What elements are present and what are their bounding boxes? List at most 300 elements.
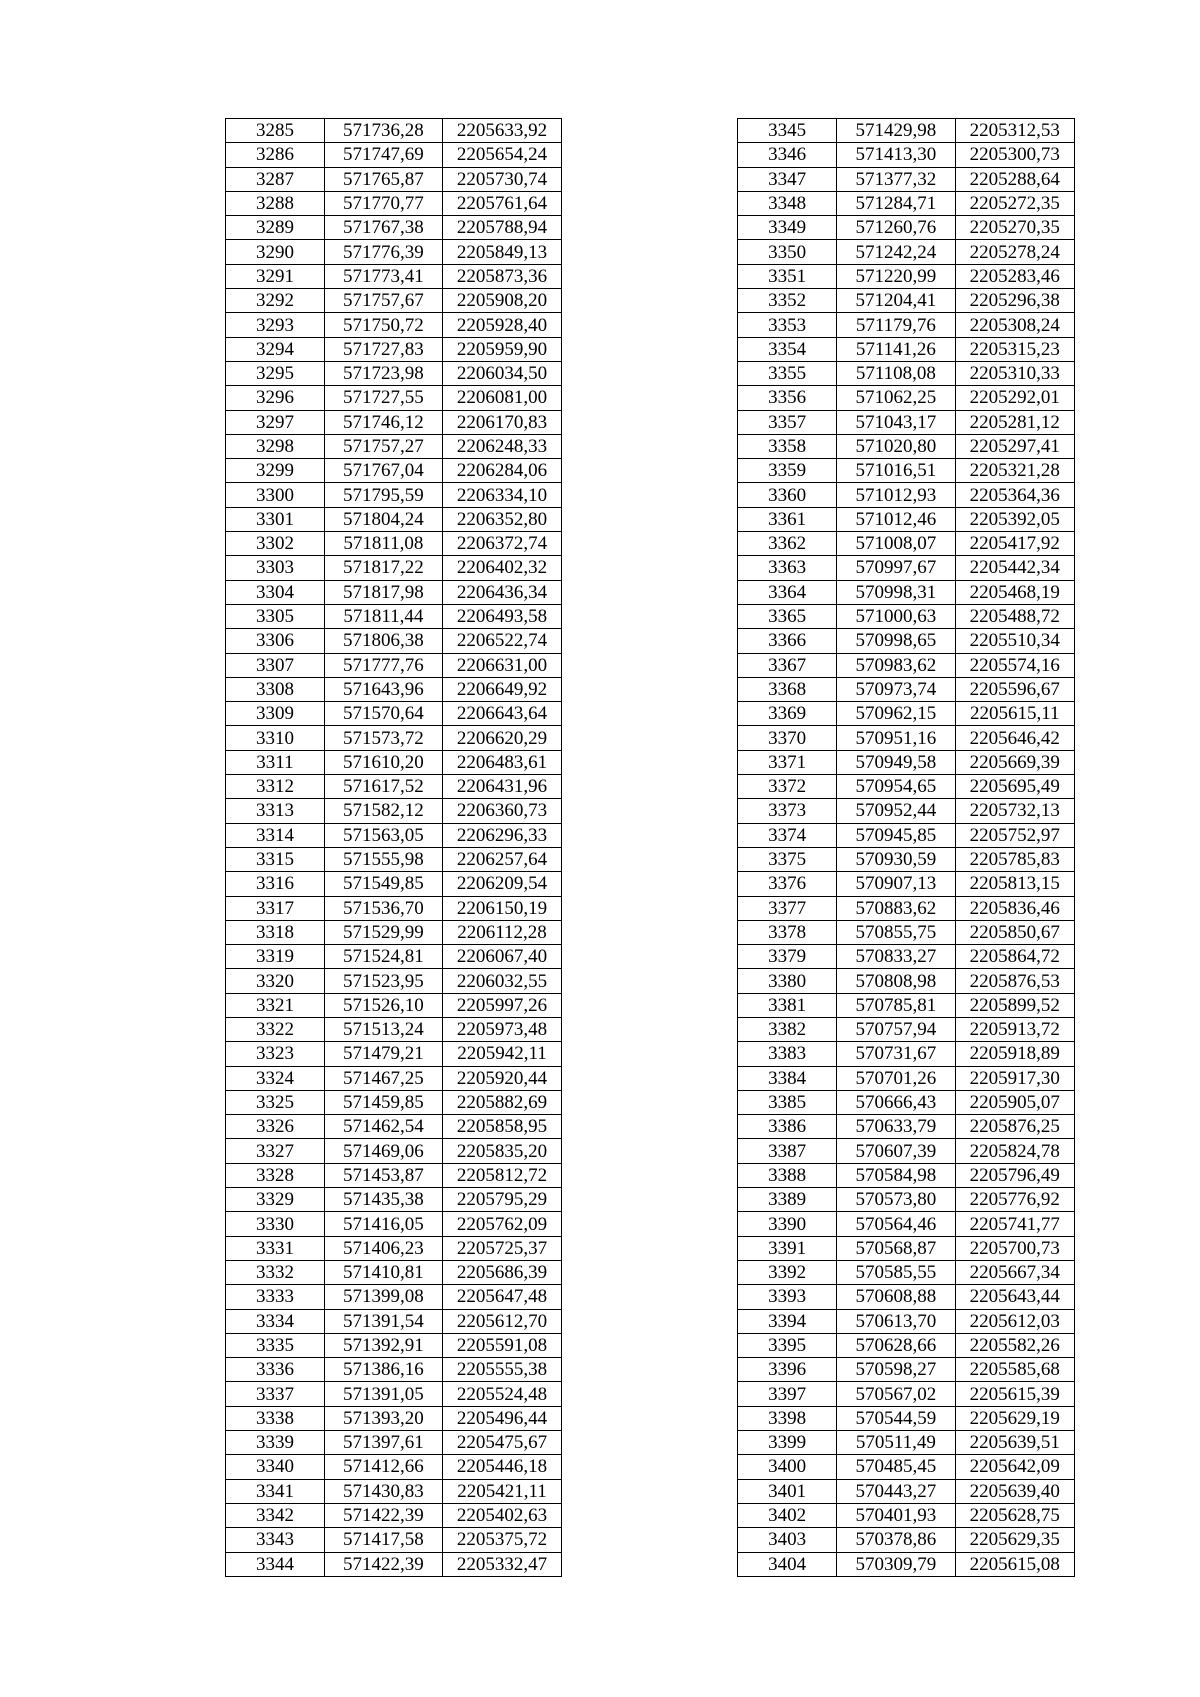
x-coordinate-cell: 571767,38 <box>324 216 442 240</box>
table-row <box>226 216 562 240</box>
y-coordinate-cell: 2205510,34 <box>955 629 1074 653</box>
x-coordinate-cell: 571406,23 <box>324 1236 442 1260</box>
point-number-cell: 3310 <box>226 726 325 750</box>
y-coordinate-cell: 2205824,78 <box>955 1139 1074 1163</box>
point-number-cell: 3367 <box>738 653 837 677</box>
y-coordinate-cell: 2205795,29 <box>442 1188 561 1212</box>
x-coordinate-cell: 571062,25 <box>837 386 955 410</box>
table-row <box>226 1358 562 1382</box>
table-row <box>226 410 562 434</box>
point-number-cell: 3351 <box>738 264 837 288</box>
table-row <box>226 1066 562 1090</box>
point-number-cell: 3365 <box>738 604 837 628</box>
point-number-cell: 3304 <box>226 580 325 604</box>
x-coordinate-cell: 571462,54 <box>324 1115 442 1139</box>
x-coordinate-cell: 571804,24 <box>324 507 442 531</box>
x-coordinate-cell: 571141,26 <box>837 337 955 361</box>
y-coordinate-cell: 2205725,37 <box>442 1236 561 1260</box>
y-coordinate-cell: 2205468,19 <box>955 580 1074 604</box>
point-number-cell: 3346 <box>738 143 837 167</box>
table-row <box>226 240 562 264</box>
table-row <box>738 993 1075 1017</box>
x-coordinate-cell: 571617,52 <box>324 775 442 799</box>
table-row <box>738 167 1075 191</box>
point-number-cell: 3393 <box>738 1285 837 1309</box>
x-coordinate-cell: 571513,24 <box>324 1017 442 1041</box>
table-row <box>738 1552 1075 1576</box>
table-row <box>738 945 1075 969</box>
point-number-cell: 3336 <box>226 1358 325 1382</box>
x-coordinate-cell: 570983,62 <box>837 653 955 677</box>
point-number-cell: 3288 <box>226 191 325 215</box>
x-coordinate-cell: 571416,05 <box>324 1212 442 1236</box>
x-coordinate-cell: 571469,06 <box>324 1139 442 1163</box>
point-number-cell: 3312 <box>226 775 325 799</box>
point-number-cell: 3394 <box>738 1309 837 1333</box>
point-number-cell: 3341 <box>226 1479 325 1503</box>
y-coordinate-cell: 2206032,55 <box>442 969 561 993</box>
y-coordinate-cell: 2206522,74 <box>442 629 561 653</box>
y-coordinate-cell: 2205654,24 <box>442 143 561 167</box>
x-coordinate-cell: 571467,25 <box>324 1066 442 1090</box>
x-coordinate-cell: 571777,76 <box>324 653 442 677</box>
table-row <box>226 969 562 993</box>
y-coordinate-cell: 2205300,73 <box>955 143 1074 167</box>
x-coordinate-cell: 570628,66 <box>837 1333 955 1357</box>
table-row <box>738 483 1075 507</box>
point-number-cell: 3391 <box>738 1236 837 1260</box>
point-number-cell: 3317 <box>226 896 325 920</box>
x-coordinate-cell: 570907,13 <box>837 872 955 896</box>
y-coordinate-cell: 2205315,23 <box>955 337 1074 361</box>
y-coordinate-cell: 2206402,32 <box>442 556 561 580</box>
point-number-cell: 3361 <box>738 507 837 531</box>
y-coordinate-cell: 2205873,36 <box>442 264 561 288</box>
table-row <box>738 1358 1075 1382</box>
y-coordinate-cell: 2205761,64 <box>442 191 561 215</box>
y-coordinate-cell: 2205864,72 <box>955 945 1074 969</box>
table-row <box>226 361 562 385</box>
x-coordinate-cell: 570608,88 <box>837 1285 955 1309</box>
y-coordinate-cell: 2205812,72 <box>442 1163 561 1187</box>
table-row <box>738 143 1075 167</box>
point-number-cell: 3321 <box>226 993 325 1017</box>
table-row <box>226 1236 562 1260</box>
point-number-cell: 3371 <box>738 750 837 774</box>
x-coordinate-cell: 571012,46 <box>837 507 955 531</box>
table-row <box>226 775 562 799</box>
table-row <box>738 823 1075 847</box>
x-coordinate-cell: 571526,10 <box>324 993 442 1017</box>
table-row <box>226 264 562 288</box>
x-coordinate-cell: 570785,81 <box>837 993 955 1017</box>
point-number-cell: 3316 <box>226 872 325 896</box>
x-coordinate-cell: 571386,16 <box>324 1358 442 1382</box>
y-coordinate-cell: 2205849,13 <box>442 240 561 264</box>
x-coordinate-cell: 570511,49 <box>837 1431 955 1455</box>
table-row <box>226 1431 562 1455</box>
point-number-cell: 3319 <box>226 945 325 969</box>
point-number-cell: 3370 <box>738 726 837 750</box>
point-number-cell: 3399 <box>738 1431 837 1455</box>
y-coordinate-cell: 2205920,44 <box>442 1066 561 1090</box>
point-number-cell: 3383 <box>738 1042 837 1066</box>
x-coordinate-cell: 570951,16 <box>837 726 955 750</box>
y-coordinate-cell: 2205585,68 <box>955 1358 1074 1382</box>
x-coordinate-cell: 570701,26 <box>837 1066 955 1090</box>
x-coordinate-cell: 571806,38 <box>324 629 442 653</box>
x-coordinate-cell: 571817,98 <box>324 580 442 604</box>
x-coordinate-cell: 570757,94 <box>837 1017 955 1041</box>
point-number-cell: 3296 <box>226 386 325 410</box>
point-number-cell: 3289 <box>226 216 325 240</box>
x-coordinate-cell: 571391,54 <box>324 1309 442 1333</box>
point-number-cell: 3322 <box>226 1017 325 1041</box>
y-coordinate-cell: 2206649,92 <box>442 677 561 701</box>
x-coordinate-cell: 571000,63 <box>837 604 955 628</box>
x-coordinate-cell: 570443,27 <box>837 1479 955 1503</box>
point-number-cell: 3307 <box>226 653 325 677</box>
point-number-cell: 3298 <box>226 434 325 458</box>
y-coordinate-cell: 2206284,06 <box>442 459 561 483</box>
x-coordinate-cell: 571204,41 <box>837 289 955 313</box>
table-row <box>738 119 1075 143</box>
x-coordinate-cell: 570401,93 <box>837 1503 955 1527</box>
table-row <box>226 750 562 774</box>
point-number-cell: 3333 <box>226 1285 325 1309</box>
x-coordinate-cell: 571422,39 <box>324 1552 442 1576</box>
x-coordinate-cell: 571179,76 <box>837 313 955 337</box>
point-number-cell: 3375 <box>738 847 837 871</box>
coordinates-table-left <box>225 118 562 1577</box>
point-number-cell: 3397 <box>738 1382 837 1406</box>
x-coordinate-cell: 570998,31 <box>837 580 955 604</box>
point-number-cell: 3308 <box>226 677 325 701</box>
point-number-cell: 3292 <box>226 289 325 313</box>
x-coordinate-cell: 570855,75 <box>837 920 955 944</box>
x-coordinate-cell: 570485,45 <box>837 1455 955 1479</box>
point-number-cell: 3360 <box>738 483 837 507</box>
table-row <box>226 507 562 531</box>
table-row <box>738 264 1075 288</box>
table-row <box>738 1066 1075 1090</box>
table-row <box>738 1503 1075 1527</box>
table-row <box>738 361 1075 385</box>
x-coordinate-cell: 570607,39 <box>837 1139 955 1163</box>
y-coordinate-cell: 2205321,28 <box>955 459 1074 483</box>
point-number-cell: 3293 <box>226 313 325 337</box>
point-number-cell: 3401 <box>738 1479 837 1503</box>
table-row <box>738 289 1075 313</box>
y-coordinate-cell: 2206436,34 <box>442 580 561 604</box>
table-row <box>738 726 1075 750</box>
y-coordinate-cell: 2205905,07 <box>955 1090 1074 1114</box>
point-number-cell: 3285 <box>226 119 325 143</box>
y-coordinate-cell: 2205732,13 <box>955 799 1074 823</box>
table-row <box>738 434 1075 458</box>
y-coordinate-cell: 2206352,80 <box>442 507 561 531</box>
y-coordinate-cell: 2205850,67 <box>955 920 1074 944</box>
table-row <box>226 167 562 191</box>
x-coordinate-cell: 571429,98 <box>837 119 955 143</box>
point-number-cell: 3387 <box>738 1139 837 1163</box>
y-coordinate-cell: 2205741,77 <box>955 1212 1074 1236</box>
x-coordinate-cell: 571643,96 <box>324 677 442 701</box>
table-row <box>226 119 562 143</box>
y-coordinate-cell: 2206257,64 <box>442 847 561 871</box>
table-row <box>226 1188 562 1212</box>
x-coordinate-cell: 570930,59 <box>837 847 955 871</box>
y-coordinate-cell: 2205788,94 <box>442 216 561 240</box>
table-row <box>738 969 1075 993</box>
table-row <box>738 532 1075 556</box>
y-coordinate-cell: 2205615,08 <box>955 1552 1074 1576</box>
x-coordinate-cell: 571795,59 <box>324 483 442 507</box>
point-number-cell: 3356 <box>738 386 837 410</box>
y-coordinate-cell: 2205615,39 <box>955 1382 1074 1406</box>
point-number-cell: 3392 <box>738 1260 837 1284</box>
x-coordinate-cell: 570309,79 <box>837 1552 955 1576</box>
point-number-cell: 3377 <box>738 896 837 920</box>
point-number-cell: 3303 <box>226 556 325 580</box>
table-row <box>226 580 562 604</box>
table-row <box>738 1431 1075 1455</box>
table-row <box>738 1163 1075 1187</box>
point-number-cell: 3376 <box>738 872 837 896</box>
point-number-cell: 3334 <box>226 1309 325 1333</box>
table-row <box>226 702 562 726</box>
x-coordinate-cell: 571817,22 <box>324 556 442 580</box>
x-coordinate-cell: 571776,39 <box>324 240 442 264</box>
y-coordinate-cell: 2205375,72 <box>442 1528 561 1552</box>
x-coordinate-cell: 570585,55 <box>837 1260 955 1284</box>
table-row <box>738 1455 1075 1479</box>
y-coordinate-cell: 2205639,40 <box>955 1479 1074 1503</box>
point-number-cell: 3326 <box>226 1115 325 1139</box>
y-coordinate-cell: 2205973,48 <box>442 1017 561 1041</box>
x-coordinate-cell: 571555,98 <box>324 847 442 871</box>
x-coordinate-cell: 571397,61 <box>324 1431 442 1455</box>
x-coordinate-cell: 571479,21 <box>324 1042 442 1066</box>
point-number-cell: 3323 <box>226 1042 325 1066</box>
y-coordinate-cell: 2205776,92 <box>955 1188 1074 1212</box>
x-coordinate-cell: 570633,79 <box>837 1115 955 1139</box>
table-row <box>226 434 562 458</box>
point-number-cell: 3398 <box>738 1406 837 1430</box>
y-coordinate-cell: 2205796,49 <box>955 1163 1074 1187</box>
x-coordinate-cell: 571435,38 <box>324 1188 442 1212</box>
table-row <box>738 580 1075 604</box>
point-number-cell: 3320 <box>226 969 325 993</box>
y-coordinate-cell: 2205524,48 <box>442 1382 561 1406</box>
point-number-cell: 3355 <box>738 361 837 385</box>
y-coordinate-cell: 2205292,01 <box>955 386 1074 410</box>
point-number-cell: 3382 <box>738 1017 837 1041</box>
x-coordinate-cell: 570998,65 <box>837 629 955 653</box>
table-row <box>738 1260 1075 1284</box>
x-coordinate-cell: 571723,98 <box>324 361 442 385</box>
y-coordinate-cell: 2205296,38 <box>955 289 1074 313</box>
table-row <box>738 677 1075 701</box>
point-number-cell: 3324 <box>226 1066 325 1090</box>
y-coordinate-cell: 2205417,92 <box>955 532 1074 556</box>
y-coordinate-cell: 2205574,16 <box>955 653 1074 677</box>
point-number-cell: 3290 <box>226 240 325 264</box>
point-number-cell: 3331 <box>226 1236 325 1260</box>
y-coordinate-cell: 2205272,35 <box>955 191 1074 215</box>
table-row <box>738 556 1075 580</box>
y-coordinate-cell: 2205997,26 <box>442 993 561 1017</box>
y-coordinate-cell: 2205667,34 <box>955 1260 1074 1284</box>
table-row <box>738 604 1075 628</box>
y-coordinate-cell: 2205555,38 <box>442 1358 561 1382</box>
table-row <box>226 1382 562 1406</box>
y-coordinate-cell: 2206643,64 <box>442 702 561 726</box>
point-number-cell: 3384 <box>738 1066 837 1090</box>
table-row <box>226 143 562 167</box>
y-coordinate-cell: 2205858,95 <box>442 1115 561 1139</box>
y-coordinate-cell: 2206631,00 <box>442 653 561 677</box>
x-coordinate-cell: 571417,58 <box>324 1528 442 1552</box>
table-row <box>226 896 562 920</box>
y-coordinate-cell: 2205730,74 <box>442 167 561 191</box>
table-row <box>226 191 562 215</box>
table-row <box>738 410 1075 434</box>
x-coordinate-cell: 570945,85 <box>837 823 955 847</box>
table-row <box>226 1017 562 1041</box>
table-row <box>738 1528 1075 1552</box>
x-coordinate-cell: 571422,39 <box>324 1503 442 1527</box>
x-coordinate-cell: 571012,93 <box>837 483 955 507</box>
table-row <box>226 337 562 361</box>
table-row <box>226 1455 562 1479</box>
x-coordinate-cell: 571524,81 <box>324 945 442 969</box>
point-number-cell: 3337 <box>226 1382 325 1406</box>
x-coordinate-cell: 571391,05 <box>324 1382 442 1406</box>
table-row <box>738 1236 1075 1260</box>
table-row <box>738 313 1075 337</box>
point-number-cell: 3390 <box>738 1212 837 1236</box>
table-row <box>738 1188 1075 1212</box>
table-row <box>226 556 562 580</box>
y-coordinate-cell: 2205629,19 <box>955 1406 1074 1430</box>
x-coordinate-cell: 571284,71 <box>837 191 955 215</box>
x-coordinate-cell: 571008,07 <box>837 532 955 556</box>
table-row <box>738 702 1075 726</box>
table-row <box>226 1090 562 1114</box>
y-coordinate-cell: 2205446,18 <box>442 1455 561 1479</box>
y-coordinate-cell: 2205496,44 <box>442 1406 561 1430</box>
y-coordinate-cell: 2205882,69 <box>442 1090 561 1114</box>
x-coordinate-cell: 571260,76 <box>837 216 955 240</box>
table-row <box>738 1309 1075 1333</box>
table-row <box>738 799 1075 823</box>
point-number-cell: 3354 <box>738 337 837 361</box>
point-number-cell: 3359 <box>738 459 837 483</box>
table-row <box>226 1212 562 1236</box>
y-coordinate-cell: 2205364,36 <box>955 483 1074 507</box>
point-number-cell: 3314 <box>226 823 325 847</box>
table-row <box>738 920 1075 944</box>
x-coordinate-cell: 571573,72 <box>324 726 442 750</box>
point-number-cell: 3349 <box>738 216 837 240</box>
y-coordinate-cell: 2205700,73 <box>955 1236 1074 1260</box>
table-row <box>226 1309 562 1333</box>
point-number-cell: 3330 <box>226 1212 325 1236</box>
y-coordinate-cell: 2205281,12 <box>955 410 1074 434</box>
y-coordinate-cell: 2205278,24 <box>955 240 1074 264</box>
point-number-cell: 3380 <box>738 969 837 993</box>
point-number-cell: 3301 <box>226 507 325 531</box>
point-number-cell: 3311 <box>226 750 325 774</box>
y-coordinate-cell: 2205633,92 <box>442 119 561 143</box>
y-coordinate-cell: 2205959,90 <box>442 337 561 361</box>
y-coordinate-cell: 2205835,20 <box>442 1139 561 1163</box>
x-coordinate-cell: 571410,81 <box>324 1260 442 1284</box>
x-coordinate-cell: 570833,27 <box>837 945 955 969</box>
point-number-cell: 3386 <box>738 1115 837 1139</box>
x-coordinate-cell: 571610,20 <box>324 750 442 774</box>
x-coordinate-cell: 571757,27 <box>324 434 442 458</box>
table-row <box>226 629 562 653</box>
point-number-cell: 3395 <box>738 1333 837 1357</box>
y-coordinate-cell: 2205836,46 <box>955 896 1074 920</box>
y-coordinate-cell: 2205312,53 <box>955 119 1074 143</box>
table-row <box>226 653 562 677</box>
table-row <box>738 896 1075 920</box>
point-number-cell: 3402 <box>738 1503 837 1527</box>
x-coordinate-cell: 571412,66 <box>324 1455 442 1479</box>
x-coordinate-cell: 571549,85 <box>324 872 442 896</box>
x-coordinate-cell: 570613,70 <box>837 1309 955 1333</box>
point-number-cell: 3381 <box>738 993 837 1017</box>
y-coordinate-cell: 2205942,11 <box>442 1042 561 1066</box>
x-coordinate-cell: 571242,24 <box>837 240 955 264</box>
x-coordinate-cell: 571563,05 <box>324 823 442 847</box>
table-row <box>226 1552 562 1576</box>
table-row <box>226 823 562 847</box>
table-row <box>226 1333 562 1357</box>
x-coordinate-cell: 570573,80 <box>837 1188 955 1212</box>
point-number-cell: 3388 <box>738 1163 837 1187</box>
point-number-cell: 3379 <box>738 945 837 969</box>
point-number-cell: 3396 <box>738 1358 837 1382</box>
point-number-cell: 3309 <box>226 702 325 726</box>
point-number-cell: 3318 <box>226 920 325 944</box>
y-coordinate-cell: 2206112,28 <box>442 920 561 944</box>
x-coordinate-cell: 570598,27 <box>837 1358 955 1382</box>
y-coordinate-cell: 2205475,67 <box>442 1431 561 1455</box>
y-coordinate-cell: 2205629,35 <box>955 1528 1074 1552</box>
y-coordinate-cell: 2206431,96 <box>442 775 561 799</box>
y-coordinate-cell: 2205488,72 <box>955 604 1074 628</box>
point-number-cell: 3362 <box>738 532 837 556</box>
point-number-cell: 3404 <box>738 1552 837 1576</box>
point-number-cell: 3294 <box>226 337 325 361</box>
y-coordinate-cell: 2206034,50 <box>442 361 561 385</box>
x-coordinate-cell: 571811,08 <box>324 532 442 556</box>
y-coordinate-cell: 2205643,44 <box>955 1285 1074 1309</box>
y-coordinate-cell: 2205669,39 <box>955 750 1074 774</box>
point-number-cell: 3339 <box>226 1431 325 1455</box>
y-coordinate-cell: 2205917,30 <box>955 1066 1074 1090</box>
point-number-cell: 3347 <box>738 167 837 191</box>
point-number-cell: 3369 <box>738 702 837 726</box>
y-coordinate-cell: 2205270,35 <box>955 216 1074 240</box>
table-row <box>738 1115 1075 1139</box>
table-row <box>738 1017 1075 1041</box>
point-number-cell: 3357 <box>738 410 837 434</box>
